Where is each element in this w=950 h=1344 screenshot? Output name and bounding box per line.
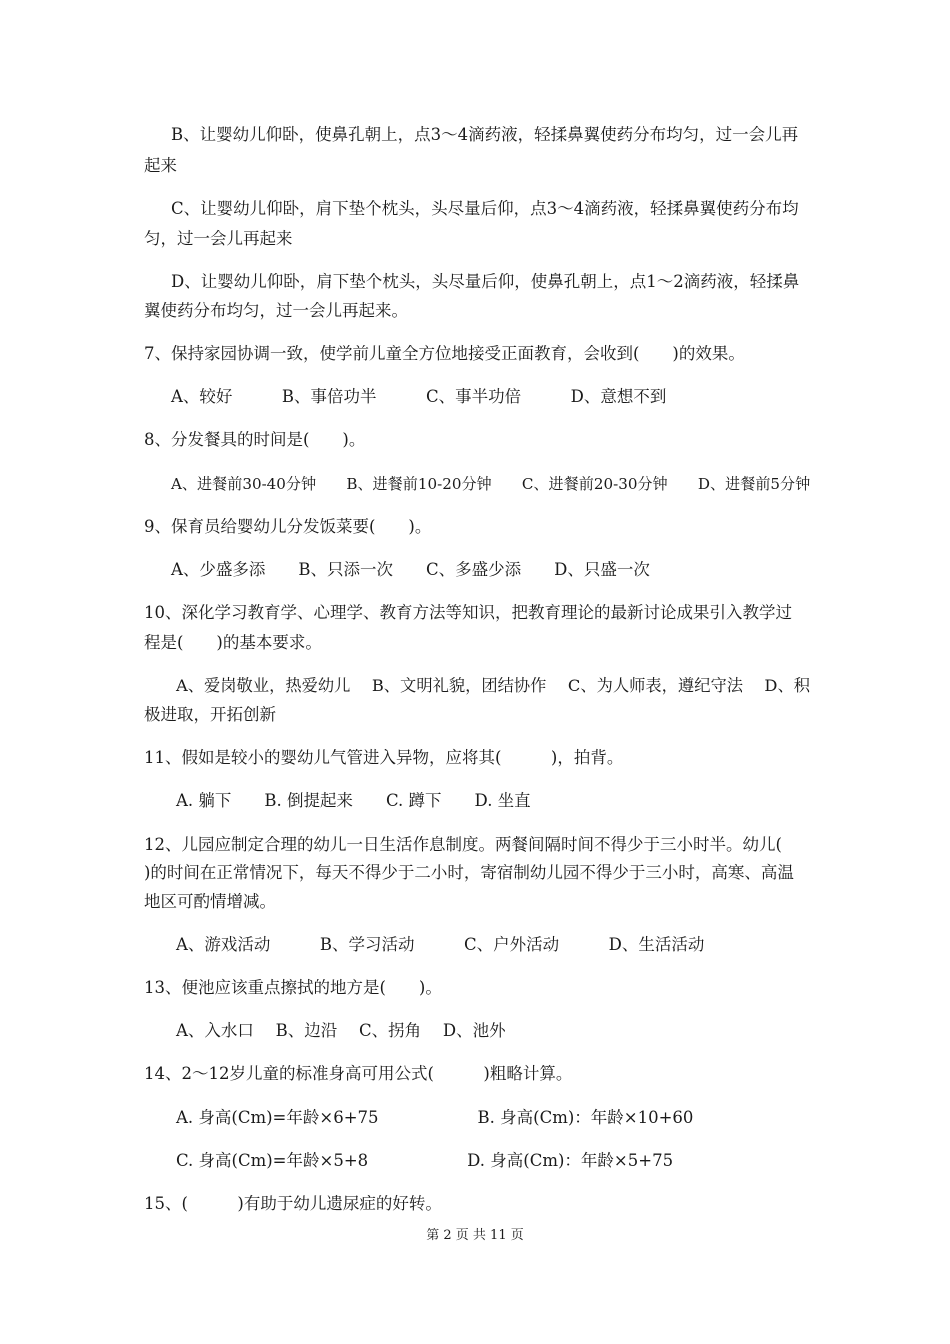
question-9-options: A、少盛多添 B、只添一次 C、多盛少添 D、只盛一次 bbox=[171, 560, 650, 579]
question-14: 14、2～12岁儿童的标准身高可用公式( )粗略计算。 bbox=[144, 1064, 573, 1083]
question-10-options-line-2: 极进取，开拓创新 bbox=[144, 705, 276, 724]
question-14-options-line-1: A. 身高(Cm)=年龄×6+75 B. 身高(Cm)：年龄×10+60 bbox=[176, 1108, 694, 1127]
question-9: 9、保育员给婴幼儿分发饭菜要( )。 bbox=[144, 517, 432, 536]
option-6c-line-1: C、让婴幼儿仰卧，肩下垫个枕头，头尽量后仰，点3～4滴药液，轻揉鼻翼使药分布均 bbox=[171, 199, 799, 218]
question-12-line-2: )的时间在正常情况下，每天不得少于二小时，寄宿制幼儿园不得少于三小时，高寒、高温 bbox=[144, 863, 794, 882]
question-12-options: A、游戏活动 B、学习活动 C、户外活动 D、生活活动 bbox=[176, 935, 705, 954]
option-6d-line-1: D、让婴幼儿仰卧，肩下垫个枕头，头尽量后仰，使鼻孔朝上，点1～2滴药液，轻揉鼻 bbox=[171, 272, 800, 291]
option-6d-line-2: 翼使药分布均匀，过一会儿再起来。 bbox=[144, 301, 408, 320]
question-15: 15、( )有助于幼儿遗尿症的好转。 bbox=[144, 1194, 442, 1213]
question-12-line-3: 地区可酌情增减。 bbox=[144, 892, 276, 911]
question-10-options-line-1: A、爱岗敬业，热爱幼儿 B、文明礼貌，团结协作 C、为人师表，遵纪守法 D、积 bbox=[176, 676, 810, 695]
question-13-options: A、入水口 B、边沿 C、拐角 D、池外 bbox=[176, 1021, 506, 1040]
question-14-options-line-2: C. 身高(Cm)=年龄×5+8 D. 身高(Cm)：年龄×5+75 bbox=[176, 1151, 674, 1170]
question-11-options: A. 躺下 B. 倒提起来 C. 蹲下 D. 坐直 bbox=[176, 791, 531, 810]
option-6b-line-1: B、让婴幼儿仰卧，使鼻孔朝上，点3～4滴药液，轻揉鼻翼使药分布均匀，过一会儿再 bbox=[171, 125, 799, 144]
question-10-line-1: 10、深化学习教育学、心理学、教育方法等知识，把教育理论的最新讨论成果引入教学过 bbox=[144, 603, 792, 622]
question-11: 11、假如是较小的婴幼儿气管进入异物，应将其( )，拍背。 bbox=[144, 748, 624, 767]
option-6b-line-2: 起来 bbox=[144, 156, 177, 175]
option-6c-line-2: 匀，过一会儿再起来 bbox=[144, 229, 293, 248]
question-8: 8、分发餐具的时间是( )。 bbox=[144, 430, 366, 449]
page-footer: 第 2 页 共 11 页 bbox=[426, 1228, 524, 1243]
question-10-line-2: 程是( )的基本要求。 bbox=[144, 633, 322, 652]
question-7-options: A、较好 B、事倍功半 C、事半功倍 D、意想不到 bbox=[171, 387, 667, 406]
question-13: 13、便池应该重点擦拭的地方是( )。 bbox=[144, 978, 442, 997]
question-8-options: A、进餐前30-40分钟 B、进餐前10-20分钟 C、进餐前20-30分钟 D、进餐前5分钟 bbox=[171, 475, 811, 493]
question-7: 7、保持家园协调一致，使学前儿童全方位地接受正面教育，会收到( )的效果。 bbox=[144, 344, 745, 363]
question-12-line-1: 12、儿园应制定合理的幼儿一日生活作息制度。两餐间隔时间不得少于三小时半。幼儿( bbox=[144, 835, 782, 854]
